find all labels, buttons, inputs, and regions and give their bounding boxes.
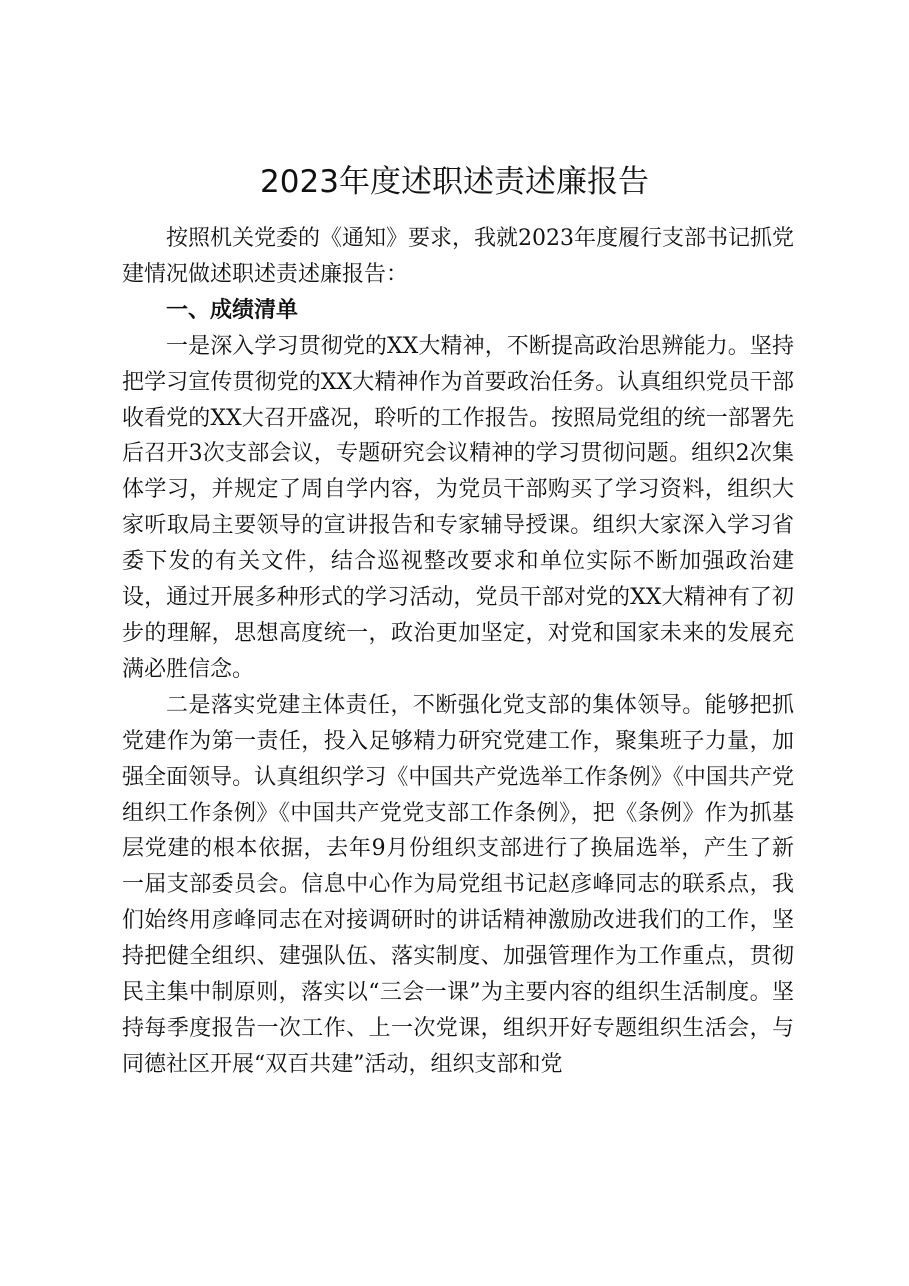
paragraph-responsibility: 二是落实党建主体责任，不断强化党支部的集体领导。能够把抓党建作为第一责任，投入足够精力研究党建工作，聚集班子力量，加强全面领导。认真组织学习《中国共产党选举工作条例》《中国共产党组织工作条例》《中国共产党党支部工作条例》，把《条例》作为抓基层党建的根本依据，去年9月份组织支部进行了换届选举，产生了新一届支部委员会。信息中心作为局党组书记赵彦峰同志的联系点，我们始终用彦峰同志在对接调研时的讲话精神激励改进我们的工作，坚持把健全组织、建强队伍、落实制度、加强管理作为工作重点，贯彻民主集中制原则，落实以“三会一课”为主要内容的组织生活制度。坚持每季度报告一次工作、上一次党课，组织开好专题组织生活会，与同德社区开展“双百共建”活动，组织支部和党 (122, 692, 794, 1077)
section-heading-achievements: 一、成绩清单 (166, 297, 299, 323)
document-title: 2023年度述职述责述廉报告 (260, 164, 649, 200)
document-body (122, 221, 794, 1083)
intro-paragraph: 按照机关党委的《通知》要求，我就2023年度履行支部书记抓党建情况做述职述责述廉报告： (122, 226, 794, 287)
paragraph-study: 一是深入学习贯彻党的XX大精神，不断提高政治思辨能力。坚持把学习宣传贯彻党的XX大精神作为首要政治任务。认真组织党员干部收看党的XX大召开盛况，聆听的工作报告。按照局党组的统一部署先后召开3次支部会议，专题研究会议精神的学习贯彻问题。组织2次集体学习，并规定了周自学内容，为党员干部购买了学习资料，组织大家听取局主要领导的宣讲报告和专家辅导授课。组织大家深入学习省委下发的有关文件，结合巡视整改要求和单位实际不断加强政治建设，通过开展多种形式的学习活动，党员干部对党的XX大精神有了初步的理解，思想高度统一，政治更加坚定，对党和国家未来的发展充满必胜信念。 (122, 333, 794, 682)
